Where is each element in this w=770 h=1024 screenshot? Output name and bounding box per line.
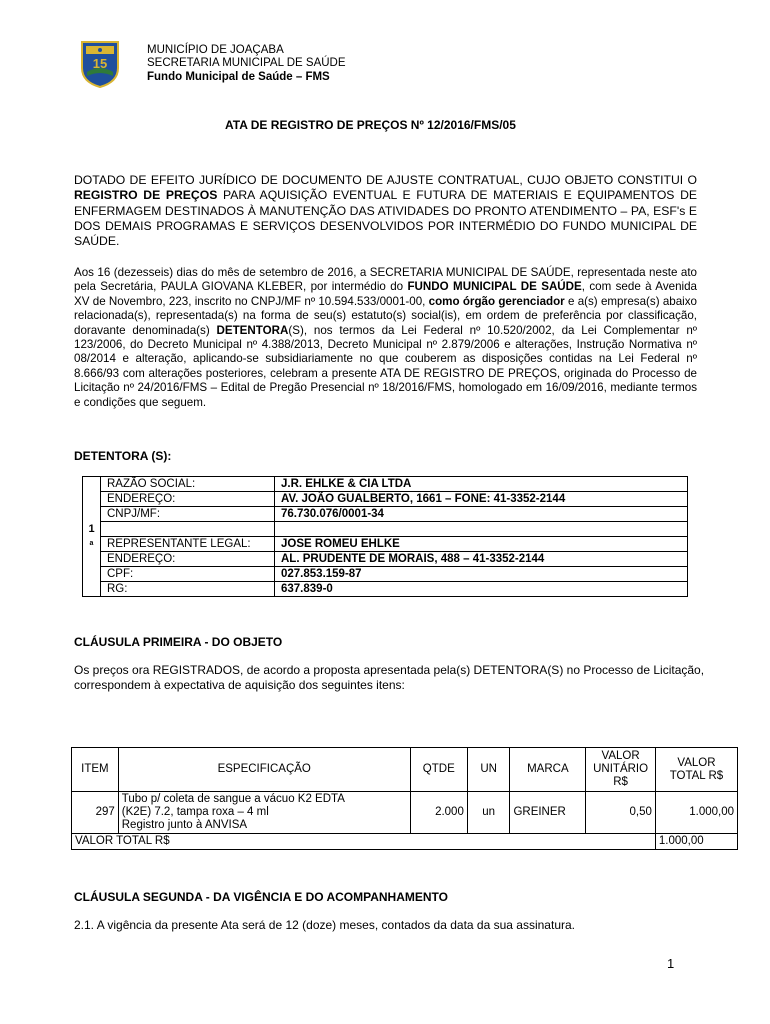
municipal-coat-of-arms-icon (80, 38, 120, 88)
holder-label: CNPJ/MF: (101, 507, 275, 522)
holder-label: REPRESENTANTE LEGAL: (101, 537, 275, 552)
col-spec-header: ESPECIFICAÇÃO (118, 748, 410, 792)
holder-value: J.R. EHLKE & CIA LTDA (275, 477, 688, 492)
holder-row (83, 537, 688, 552)
table-row (72, 792, 738, 834)
holder-number (83, 477, 101, 597)
intro-text-1: Aos 16 (dezesseis) dias do mês de setembro de 2016, a SECRETARIA MUNICIPAL DE SAÚDE, representada neste ato pela Secretária, PAULA GIOVANA KLEBER, por intermédio do (74, 266, 697, 294)
holder-value (275, 522, 688, 537)
holder-label: RAZÃO SOCIAL: (101, 477, 275, 492)
document-title: ATA DE REGISTRO DE PREÇOS Nº 12/2016/FMS/05 (225, 118, 516, 132)
item-qty: 2.000 (410, 792, 467, 834)
holder-value: 76.730.076/0001-34 (275, 507, 688, 522)
grand-total-label: VALOR TOTAL R$ (72, 834, 656, 850)
object-text-1: DOTADO DE EFEITO JURÍDICO DE DOCUMENTO DE AJUSTE CONTRATUAL, CUJO OBJETO CONSTITUI O (74, 173, 697, 187)
holder-value: 637.839-0 (275, 582, 688, 597)
item-number: 297 (72, 792, 119, 834)
intro-text-2: , com sede à Avenida XV de Novembro, 223, inscrito no CNPJ/MF nº 10.594.533/0001-00, (74, 280, 697, 308)
col-total-header: VALOR TOTAL R$ (655, 748, 737, 792)
object-text-2: PARA AQUISIÇÃO EVENTUAL E FUTURA DE MATERIAIS E EQUIPAMENTOS DE ENFERMAGEM DESTINADOS À MANUTENÇÃO DAS ATIVIDADES DO PRONTO ATENDIMENTO – PA, ESF's E DOS DEMAIS PROGRAMAS E SERVIÇOS DESENVOLVIDOS POR INTERMÉDIO DO FUNDO MUNICIPAL DE SAÚDE. (74, 188, 698, 249)
item-unit: un (467, 792, 510, 834)
holder-row (83, 507, 688, 522)
holder-label: ENDEREÇO: (101, 552, 275, 567)
col-unit-header: UN (467, 748, 510, 792)
item-total: 1.000,00 (655, 792, 737, 834)
holder-label: ENDEREÇO: (101, 492, 275, 507)
header-fund: Fundo Municipal de Saúde – FMS (147, 71, 330, 83)
holder-row (83, 582, 688, 597)
clause2-text: 2.1. A vigência da presente Ata será de 12 (doze) meses, contados da data da sua assinatura. (74, 918, 575, 932)
holder-number-suffix: a (89, 540, 94, 547)
intro-text-4: (S), nos termos da Lei Federal nº 10.520/2002, da Lei Complementar nº 123/2006, do Decreto Municipal nº 4.388/2013, Decreto Municipal nº 2.879/2006 e alterações, Instrução Normativa nº 08/2014 e alteração, aplicando-se subsidiariamente no que couberem as disposições contidas na Lei Federal nº 8.666/93 com alterações posteriores, celebram a presente ATA DE REGISTRO DE PREÇOS, originada do Processo de Licitação nº 24/2016/FMS – Edital de Pregão Presencial nº 18/2016/FMS, homologado em 16/09/2016, mediante termos e condições que seguem. (74, 323, 698, 409)
col-brand-header: MARCA (510, 748, 586, 792)
holder-row (83, 552, 688, 567)
intro-fund-name: FUNDO MUNICIPAL DE SAÚDE (407, 280, 582, 294)
col-unit-price-header: VALOR UNITÁRIO R$ (586, 748, 656, 792)
object-text-bold: REGISTRO DE PREÇOS (74, 188, 218, 203)
items-table (71, 747, 738, 850)
holder-label (101, 522, 275, 537)
col-item-header: ITEM (72, 748, 119, 792)
item-spec-line: Tubo p/ coleta de sangue a vácuo K2 EDTA (121, 793, 345, 805)
holder-number-value: 1 (88, 523, 95, 535)
grand-total-value: 1.000,00 (655, 834, 737, 850)
header-municipality: MUNICÍPIO DE JOAÇABA (147, 44, 284, 56)
header-secretariat: SECRETARIA MUNICIPAL DE SAÚDE (147, 57, 346, 69)
svg-text:15: 15 (92, 56, 108, 71)
holder-value: AL. PRUDENTE DE MORAIS, 488 – 41-3352-2144 (275, 552, 688, 567)
holder-value: 027.853.159-87 (275, 567, 688, 582)
holder-row (83, 522, 688, 537)
item-unit-price: 0,50 (586, 792, 656, 834)
holder-label: CPF: (101, 567, 275, 582)
holder-row (83, 567, 688, 582)
clause1-text: Os preços ora REGISTRADOS, de acordo a proposta apresentada pela(s) DETENTORA(S) no Processo de Licitação, correspondem à expectativa de aquisição dos seguintes itens: (74, 663, 705, 692)
intro-manager-role: como órgão gerenciador (428, 294, 565, 308)
item-brand: GREINER (510, 792, 586, 834)
intro-holder-term: DETENTORA (216, 323, 289, 337)
intro-paragraph (74, 266, 697, 410)
item-spec-line: Registro junto à ANVISA (121, 819, 248, 831)
col-qty-header: QTDE (410, 748, 467, 792)
clause1-title: CLÁUSULA PRIMEIRA - DO OBJETO (74, 635, 283, 649)
holder-row (83, 477, 688, 492)
page-number: 1 (667, 956, 675, 971)
object-paragraph (74, 173, 697, 249)
items-footer-row (72, 834, 738, 850)
holder-table (82, 476, 688, 597)
clause2-title: CLÁUSULA SEGUNDA - DA VIGÊNCIA E DO ACOMPANHAMENTO (74, 890, 449, 904)
intro-text-3: e a(s) empresa(s) abaixo relacionada(s), representada(s) na forma de seu(s) estatuto(s) social(is), em ordem de preferência por classificação, doravante denominada(s) (74, 294, 698, 337)
holder-label: RG: (101, 582, 275, 597)
holder-value: JOSE ROMEU EHLKE (275, 537, 688, 552)
holder-row (83, 492, 688, 507)
holders-title: DETENTORA (S): (74, 449, 172, 463)
items-header-row (72, 748, 738, 792)
holder-value: AV. JOÃO GUALBERTO, 1661 – FONE: 41-3352-2144 (275, 492, 688, 507)
item-spec-line: (K2E) 7.2, tampa roxa – 4 ml (121, 806, 269, 818)
item-spec (118, 792, 410, 834)
